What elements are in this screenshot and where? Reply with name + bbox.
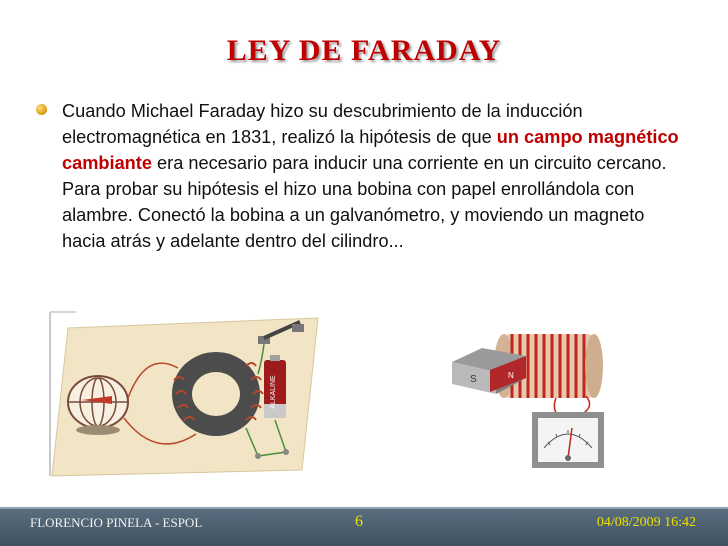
bullet-icon <box>36 104 47 115</box>
battery-label: ALKALINE <box>270 375 277 409</box>
footer-datetime: 04/08/2009 16:42 <box>596 515 696 530</box>
galvanometer-icon <box>532 412 604 468</box>
magnet-label-s: S <box>470 374 477 385</box>
bullet-text <box>62 98 686 254</box>
footer-author: FLORENCIO PINELA - ESPOL <box>30 515 203 530</box>
coil-galvanometer-image <box>446 308 616 478</box>
battery-icon <box>264 355 286 418</box>
bullet-text-part2: era necesario para inducir una corriente en un circuito cercano. Para probar su hipótesis el hizo una bobina con papel enrollándola con alambre. Conectó la bobina a un galvanómetro, y moviendo un magneto hacia atrás y adelante dentro del cilindro... <box>62 153 667 251</box>
slide-title: LEY DE FARADAY <box>226 34 502 67</box>
bullet-item <box>36 98 686 254</box>
footer-divider <box>0 507 728 509</box>
magnet-label-n: N <box>508 371 514 380</box>
faraday-ring-apparatus-image <box>46 310 322 478</box>
slide-number: 6 <box>355 513 363 530</box>
bullet-highlight: un campo magnético cambiante <box>62 127 679 173</box>
bullet-text-part1: Cuando Michael Faraday hizo su descubrimiento de la inducción electromagnética en 1831, realizó la hipótesis de que <box>62 101 583 147</box>
